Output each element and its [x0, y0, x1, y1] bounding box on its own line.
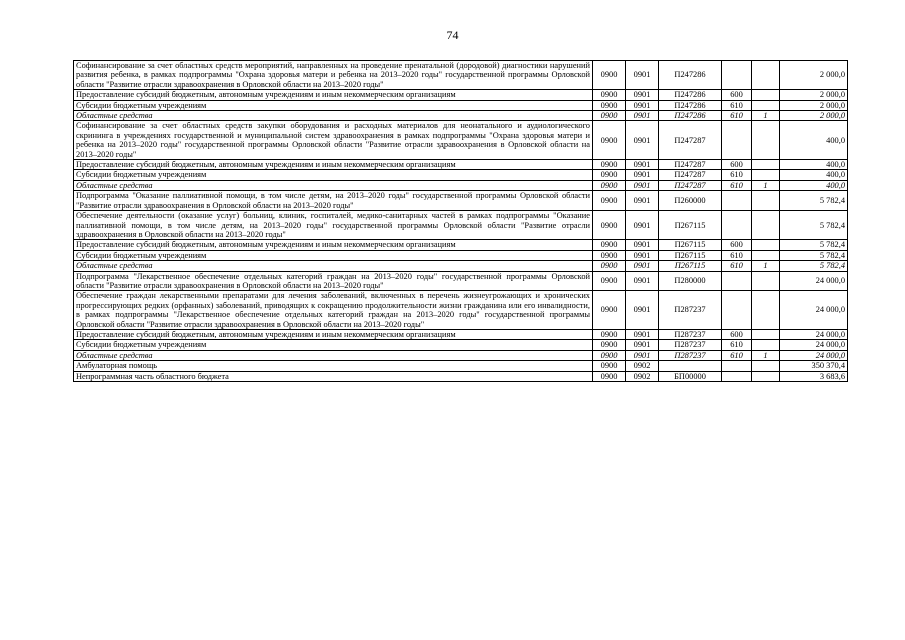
- row-description: Областные средства: [74, 180, 593, 190]
- target-article-code: П247286: [659, 111, 722, 121]
- section-code: 0901: [626, 100, 659, 110]
- amount: 24 000,0: [780, 340, 848, 350]
- section-code: 0901: [626, 240, 659, 250]
- ministry-code: 0900: [593, 371, 626, 381]
- row-description: Предоставление субсидий бюджетным, автономным учреждениям и иным некоммерческим организациям: [74, 329, 593, 339]
- section-code: 0901: [626, 191, 659, 211]
- row-description: Субсидии бюджетным учреждениям: [74, 100, 593, 110]
- expense-type-code: 610: [722, 261, 752, 271]
- expense-type-code: [722, 271, 752, 291]
- row-description: Подпрограмма "Оказание паллиативной помощи, в том числе детям, на 2013–2020 годы" государственной программы Орловской области "Развитие отрасли здравоохранения в Орловской области на 2013–2020 годы": [74, 191, 593, 211]
- amount: 5 782,4: [780, 240, 848, 250]
- budget-table-body: [74, 61, 848, 382]
- funding-source-code: [752, 61, 780, 90]
- amount: 400,0: [780, 160, 848, 170]
- amount: 2 000,0: [780, 100, 848, 110]
- funding-source-code: [752, 90, 780, 100]
- amount: 24 000,0: [780, 271, 848, 291]
- ministry-code: 0900: [593, 191, 626, 211]
- section-code: 0901: [626, 350, 659, 360]
- ministry-code: 0900: [593, 180, 626, 190]
- ministry-code: 0900: [593, 350, 626, 360]
- target-article-code: П287237: [659, 350, 722, 360]
- target-article-code: П287237: [659, 291, 722, 330]
- funding-source-code: [752, 371, 780, 381]
- amount: 24 000,0: [780, 291, 848, 330]
- expense-type-code: [722, 371, 752, 381]
- budget-table: [73, 60, 848, 382]
- section-code: 0901: [626, 170, 659, 180]
- row-description: Амбулаторная помощь: [74, 361, 593, 371]
- section-code: 0901: [626, 271, 659, 291]
- section-code: 0901: [626, 61, 659, 90]
- funding-source-code: [752, 121, 780, 160]
- row-description: Областные средства: [74, 111, 593, 121]
- row-description: Субсидии бюджетным учреждениям: [74, 170, 593, 180]
- funding-source-code: 1: [752, 111, 780, 121]
- section-code: 0901: [626, 111, 659, 121]
- amount: 24 000,0: [780, 329, 848, 339]
- row-description: Субсидии бюджетным учреждениям: [74, 340, 593, 350]
- section-code: 0901: [626, 180, 659, 190]
- expense-type-code: 600: [722, 329, 752, 339]
- target-article-code: БП00000: [659, 371, 722, 381]
- expense-type-code: [722, 361, 752, 371]
- table-row: [74, 61, 848, 90]
- row-description: Предоставление субсидий бюджетным, автономным учреждениям и иным некоммерческим организациям: [74, 160, 593, 170]
- table-row: [74, 180, 848, 190]
- ministry-code: 0900: [593, 291, 626, 330]
- ministry-code: 0900: [593, 261, 626, 271]
- amount: 400,0: [780, 121, 848, 160]
- expense-type-code: [722, 211, 752, 240]
- section-code: 0901: [626, 121, 659, 160]
- row-description: Непрограммная часть областного бюджета: [74, 371, 593, 381]
- amount: 5 782,4: [780, 261, 848, 271]
- funding-source-code: 1: [752, 180, 780, 190]
- target-article-code: П287237: [659, 329, 722, 339]
- row-description: Областные средства: [74, 261, 593, 271]
- section-code: 0902: [626, 361, 659, 371]
- table-row: [74, 100, 848, 110]
- amount: 2 000,0: [780, 61, 848, 90]
- expense-type-code: 600: [722, 160, 752, 170]
- amount: 5 782,4: [780, 191, 848, 211]
- section-code: 0901: [626, 90, 659, 100]
- expense-type-code: 610: [722, 350, 752, 360]
- row-description: Областные средства: [74, 350, 593, 360]
- table-row: [74, 211, 848, 240]
- ministry-code: 0900: [593, 271, 626, 291]
- target-article-code: П267115: [659, 211, 722, 240]
- target-article-code: П247287: [659, 160, 722, 170]
- amount: 2 000,0: [780, 111, 848, 121]
- table-row: [74, 121, 848, 160]
- table-row: [74, 111, 848, 121]
- expense-type-code: [722, 291, 752, 330]
- table-row: [74, 160, 848, 170]
- funding-source-code: [752, 340, 780, 350]
- expense-type-code: [722, 61, 752, 90]
- row-description: Обеспечение деятельности (оказание услуг) больниц, клиник, госпиталей, медико-санитарных частей в рамках подпрограммы "Оказание паллиативной помощи, в том числе детям, на 2013–2020 годы" государственной программы Орловской области "Развитие отрасли здравоохранения в Орловской области на 2013–2020 годы": [74, 211, 593, 240]
- table-row: [74, 371, 848, 381]
- row-description: Предоставление субсидий бюджетным, автономным учреждениям и иным некоммерческим организациям: [74, 240, 593, 250]
- funding-source-code: [752, 329, 780, 339]
- table-row: [74, 340, 848, 350]
- target-article-code: П267115: [659, 240, 722, 250]
- ministry-code: 0900: [593, 90, 626, 100]
- page-number: 74: [446, 28, 459, 42]
- row-description: Софинансирование за счет областных средств закупки оборудования и расходных материалов для неонатального и аудиологического скрининга в учреждениях государственной и муниципальной систем здравоохранения в рамках подпрограммы "Охрана здоровья матери и ребенка на 2013–2020 годы" государственной программы Орловской области "Развитие отрасли здравоохранения в Орловской области на 2013–2020 годы": [74, 121, 593, 160]
- table-row: [74, 90, 848, 100]
- funding-source-code: [752, 291, 780, 330]
- expense-type-code: 600: [722, 240, 752, 250]
- section-code: 0901: [626, 160, 659, 170]
- ministry-code: 0900: [593, 170, 626, 180]
- row-description: Обеспечение граждан лекарственными препаратами для лечения заболеваний, включенных в перечень жизнеугрожающих и хронических прогрессирующих редких (орфанных) заболеваний, приводящих к сокращению продолжительности жизни гражданина или его инвалидности, в рамках подпрограммы "Лекарственное обеспечение отдельных категорий граждан на 2013–2020 годы" государственной программы Орловской области "Развитие отрасли здравоохранения в Орловской области на 2013–2020 годы": [74, 291, 593, 330]
- expense-type-code: [722, 121, 752, 160]
- ministry-code: 0900: [593, 61, 626, 90]
- amount: 5 782,4: [780, 250, 848, 260]
- target-article-code: [659, 361, 722, 371]
- section-code: 0901: [626, 250, 659, 260]
- funding-source-code: 1: [752, 350, 780, 360]
- ministry-code: 0900: [593, 250, 626, 260]
- ministry-code: 0900: [593, 121, 626, 160]
- ministry-code: 0900: [593, 329, 626, 339]
- funding-source-code: [752, 191, 780, 211]
- table-row: [74, 240, 848, 250]
- target-article-code: П280000: [659, 271, 722, 291]
- funding-source-code: [752, 160, 780, 170]
- section-code: 0901: [626, 291, 659, 330]
- amount: 24 000,0: [780, 350, 848, 360]
- expense-type-code: 600: [722, 90, 752, 100]
- section-code: 0901: [626, 329, 659, 339]
- amount: 400,0: [780, 180, 848, 190]
- table-row: [74, 361, 848, 371]
- ministry-code: 0900: [593, 340, 626, 350]
- table-row: [74, 271, 848, 291]
- funding-source-code: [752, 170, 780, 180]
- ministry-code: 0900: [593, 361, 626, 371]
- target-article-code: П247286: [659, 61, 722, 90]
- expense-type-code: 610: [722, 340, 752, 350]
- target-article-code: П247287: [659, 180, 722, 190]
- section-code: 0901: [626, 211, 659, 240]
- funding-source-code: [752, 271, 780, 291]
- ministry-code: 0900: [593, 111, 626, 121]
- section-code: 0902: [626, 371, 659, 381]
- row-description: Софинансирование за счет областных средств мероприятий, направленных на проведение пренатальной (дородовой) диагностики нарушений развития ребенка, в рамках подпрограммы "Охрана здоровья матери и ребенка на 2013–2020 годы" государственной программы Орловской области "Развитие отрасли здравоохранения в Орловской области на 2013–2020 годы": [74, 61, 593, 90]
- amount: 400,0: [780, 170, 848, 180]
- target-article-code: П247287: [659, 170, 722, 180]
- ministry-code: 0900: [593, 211, 626, 240]
- table-row: [74, 291, 848, 330]
- funding-source-code: [752, 240, 780, 250]
- section-code: 0901: [626, 261, 659, 271]
- expense-type-code: 610: [722, 111, 752, 121]
- ministry-code: 0900: [593, 240, 626, 250]
- row-description: Субсидии бюджетным учреждениям: [74, 250, 593, 260]
- funding-source-code: [752, 361, 780, 371]
- row-description: Подпрограмма "Лекарственное обеспечение отдельных категорий граждан на 2013–2020 годы" государственной программы Орловской области "Развитие отрасли здравоохранения в Орловской области на 2013–2020 годы": [74, 271, 593, 291]
- funding-source-code: [752, 100, 780, 110]
- expense-type-code: [722, 191, 752, 211]
- target-article-code: П260000: [659, 191, 722, 211]
- target-article-code: П287237: [659, 340, 722, 350]
- target-article-code: П247287: [659, 121, 722, 160]
- target-article-code: П247286: [659, 100, 722, 110]
- expense-type-code: 610: [722, 250, 752, 260]
- table-row: [74, 329, 848, 339]
- table-row: [74, 350, 848, 360]
- section-code: 0901: [626, 340, 659, 350]
- funding-source-code: 1: [752, 261, 780, 271]
- row-description: Предоставление субсидий бюджетным, автономным учреждениям и иным некоммерческим организациям: [74, 90, 593, 100]
- table-row: [74, 250, 848, 260]
- target-article-code: П267115: [659, 261, 722, 271]
- ministry-code: 0900: [593, 160, 626, 170]
- amount: 5 782,4: [780, 211, 848, 240]
- amount: 350 370,4: [780, 361, 848, 371]
- target-article-code: П267115: [659, 250, 722, 260]
- expense-type-code: 610: [722, 100, 752, 110]
- funding-source-code: [752, 211, 780, 240]
- funding-source-code: [752, 250, 780, 260]
- ministry-code: 0900: [593, 100, 626, 110]
- target-article-code: П247286: [659, 90, 722, 100]
- amount: 2 000,0: [780, 90, 848, 100]
- amount: 3 683,6: [780, 371, 848, 381]
- table-row: [74, 261, 848, 271]
- expense-type-code: 610: [722, 180, 752, 190]
- table-row: [74, 191, 848, 211]
- expense-type-code: 610: [722, 170, 752, 180]
- table-row: [74, 170, 848, 180]
